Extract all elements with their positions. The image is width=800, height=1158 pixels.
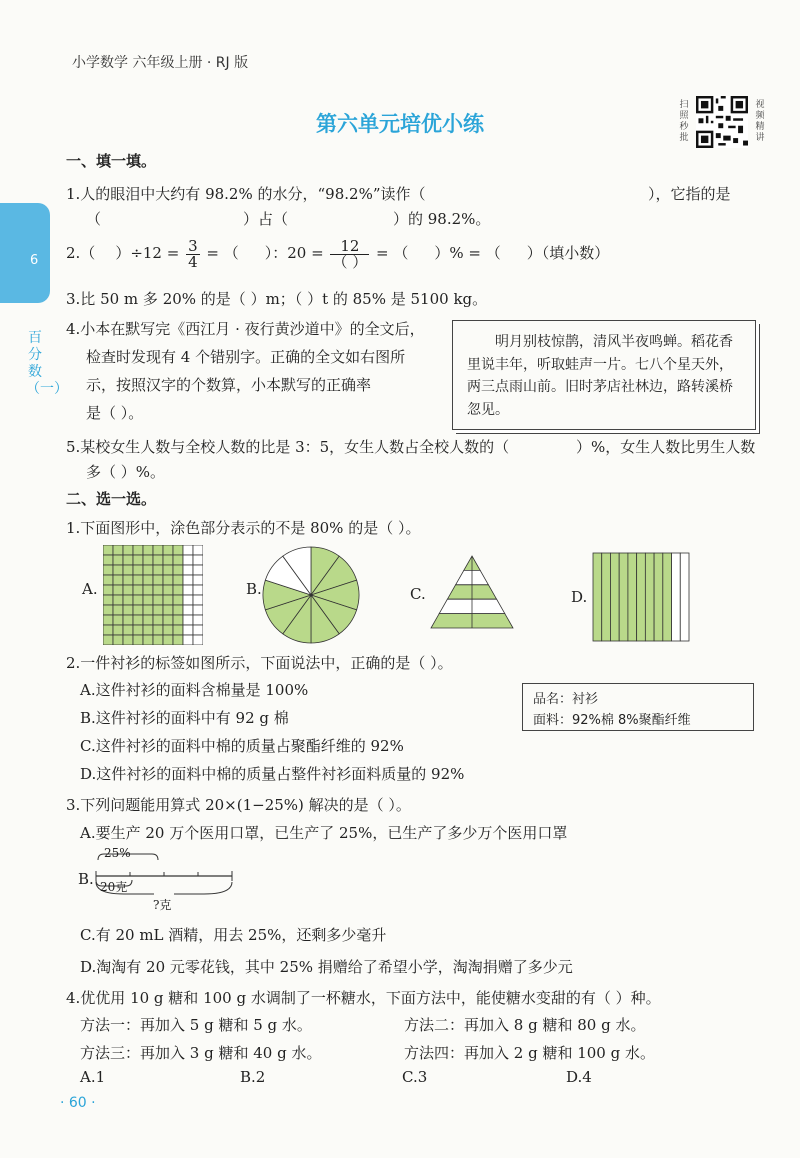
- q1-1-line1-end: ），它指的是: [648, 185, 731, 203]
- q2-3-option-a: A.要生产 20 万个医用口罩，已生产了 25%，已生产了多少万个医用口罩: [80, 824, 568, 842]
- q1-5-line1: 5.某校女生人数与全校人数的比是 3：5，女生人数占全校人数的（: [66, 438, 510, 456]
- q2-4-option-b: B.2: [240, 1068, 266, 1086]
- q1-2: 2.（ ）÷12 = $\frac{3}{4}$ = （ ）：20 = $\frac{12}{( )}$ = （ ）% = （ ）（填小数）: [66, 236, 610, 271]
- q2-2-option-d: D.这件衬衫的面料中棉的质量占整件衬衫面料质量的 92%: [80, 765, 465, 783]
- option-a-label: A.: [82, 580, 98, 598]
- q2-2-option-c: C.这件衬衫的面料中棉的质量占聚酯纤维的 92%: [80, 737, 404, 755]
- option-d-label: D.: [571, 588, 588, 606]
- diagram-bottom-label: ?克: [153, 898, 172, 912]
- q1-5-line2: 多（ ）%。: [86, 463, 166, 481]
- page-number: · 60 ·: [60, 1095, 96, 1111]
- triangle-figure: [430, 555, 514, 629]
- q2-2-option-a: A.这件衬衫的面料含棉量是 100%: [80, 681, 309, 699]
- diagram-top-label: 25%: [104, 846, 131, 860]
- shirt-label-fabric: 面料：92%棉 8%聚酯纤维: [533, 713, 691, 728]
- q2-2-option-b: B.这件衬衫的面料中有 92 g 棉: [80, 709, 289, 727]
- q2-4-option-d: D.4: [566, 1068, 592, 1086]
- q2-3-option-d: D.淘淘有 20 元零花钱，其中 25% 捐赠给了希望小学，淘淘捐赠了多少元: [80, 958, 573, 976]
- qr-area[interactable]: [678, 96, 768, 154]
- pie-figure: [261, 545, 361, 645]
- q1-4-line1: 4.小本在默写完《西江月 · 夜行黄沙道中》的全文后，: [66, 320, 425, 338]
- q1-1-line2c: ）的 98.2%。: [393, 210, 491, 228]
- book-header: 小学数学 六年级上册 · RJ 版: [72, 55, 249, 71]
- q1-4-line3: 示，按照汉字的个数算，小本默写的正确率: [86, 376, 372, 394]
- q2-4-option-a: A.1: [80, 1068, 106, 1086]
- section-2-title: 二、选一选。: [66, 490, 157, 508]
- q2-1-stem: 1.下面图形中，涂色部分表示的不是 80% 的是（ ）。: [66, 519, 421, 537]
- q2-2-stem: 2.一件衬衫的标签如图所示，下面说法中，正确的是（ ）。: [66, 654, 453, 672]
- q1-4-line2: 检查时发现有 4 个错别字。正确的全文如右图所: [86, 348, 406, 366]
- poem-box: [452, 320, 756, 430]
- chapter-tab: [0, 203, 50, 303]
- q1-4-line4: 是（ ）。: [86, 404, 144, 422]
- q2-4-method-2: 方法二：再加入 8 g 糖和 80 g 水。: [404, 1016, 646, 1034]
- grid-figure: [103, 545, 203, 645]
- page-title: 第六单元培优小练: [316, 112, 484, 136]
- chapter-number: 6: [30, 253, 39, 268]
- q2-4-option-c: C.3: [402, 1068, 428, 1086]
- option-c-label: C.: [410, 585, 426, 603]
- q1-3: 3.比 50 m 多 20% 的是（ ）m；（ ）t 的 85% 是 5100 kg。: [66, 290, 488, 308]
- section-1-title: 一、填一填。: [66, 152, 157, 170]
- q1-1-line2b: ）占（: [243, 210, 289, 228]
- q2-3-option-c: C.有 20 mL 酒精，用去 25%，还剩多少毫升: [80, 926, 387, 944]
- q1-5-line1-end: ）%，女生人数比男生人数: [576, 438, 756, 456]
- q2-4-stem: 4.优优用 10 g 糖和 100 g 水调制了一杯糖水，下面方法中，能使糖水变甜的有（ ）种。: [66, 989, 661, 1007]
- fraction-12-blank: $\frac{12}{( )}$: [332, 236, 368, 271]
- poem-text: 明月别枝惊鹊，清风半夜鸣蝉。稻花香里说丰年，听取蛙声一片。七八个星天外，两三点雨山前。旧时茅店社林边，路转溪桥忽见。: [467, 334, 733, 418]
- shirt-label-box: [522, 683, 754, 731]
- chapter-label: 百分数（一）: [26, 330, 68, 397]
- qr-right-text: 视频精讲: [755, 100, 765, 143]
- qr-left-text: 扫照秒批: [679, 100, 689, 143]
- q2-3-option-b: B.: [78, 870, 94, 888]
- q2-4-method-4: 方法四：再加入 2 g 糖和 100 g 水。: [404, 1044, 655, 1062]
- q1-1-line1: 1.人的眼泪中大约有 98.2% 的水分，“98.2%”读作（: [66, 185, 426, 203]
- q2-4-method-1: 方法一：再加入 5 g 糖和 5 g 水。: [80, 1016, 312, 1034]
- q2-3-stem: 3.下列问题能用算式 20×(1−25%) 解决的是（ ）。: [66, 796, 411, 814]
- qr-code-icon[interactable]: [696, 96, 748, 148]
- shirt-label-name: 品名：衬衫: [533, 692, 599, 707]
- q1-1-line2a: （: [86, 210, 102, 228]
- q2-4-method-3: 方法三：再加入 3 g 糖和 40 g 水。: [80, 1044, 322, 1062]
- option-b-label: B.: [246, 580, 262, 598]
- fraction-3-4: $\frac{3}{4}$: [188, 236, 198, 271]
- diagram-left-label: 20克: [100, 880, 128, 894]
- stripe-figure: [592, 552, 690, 642]
